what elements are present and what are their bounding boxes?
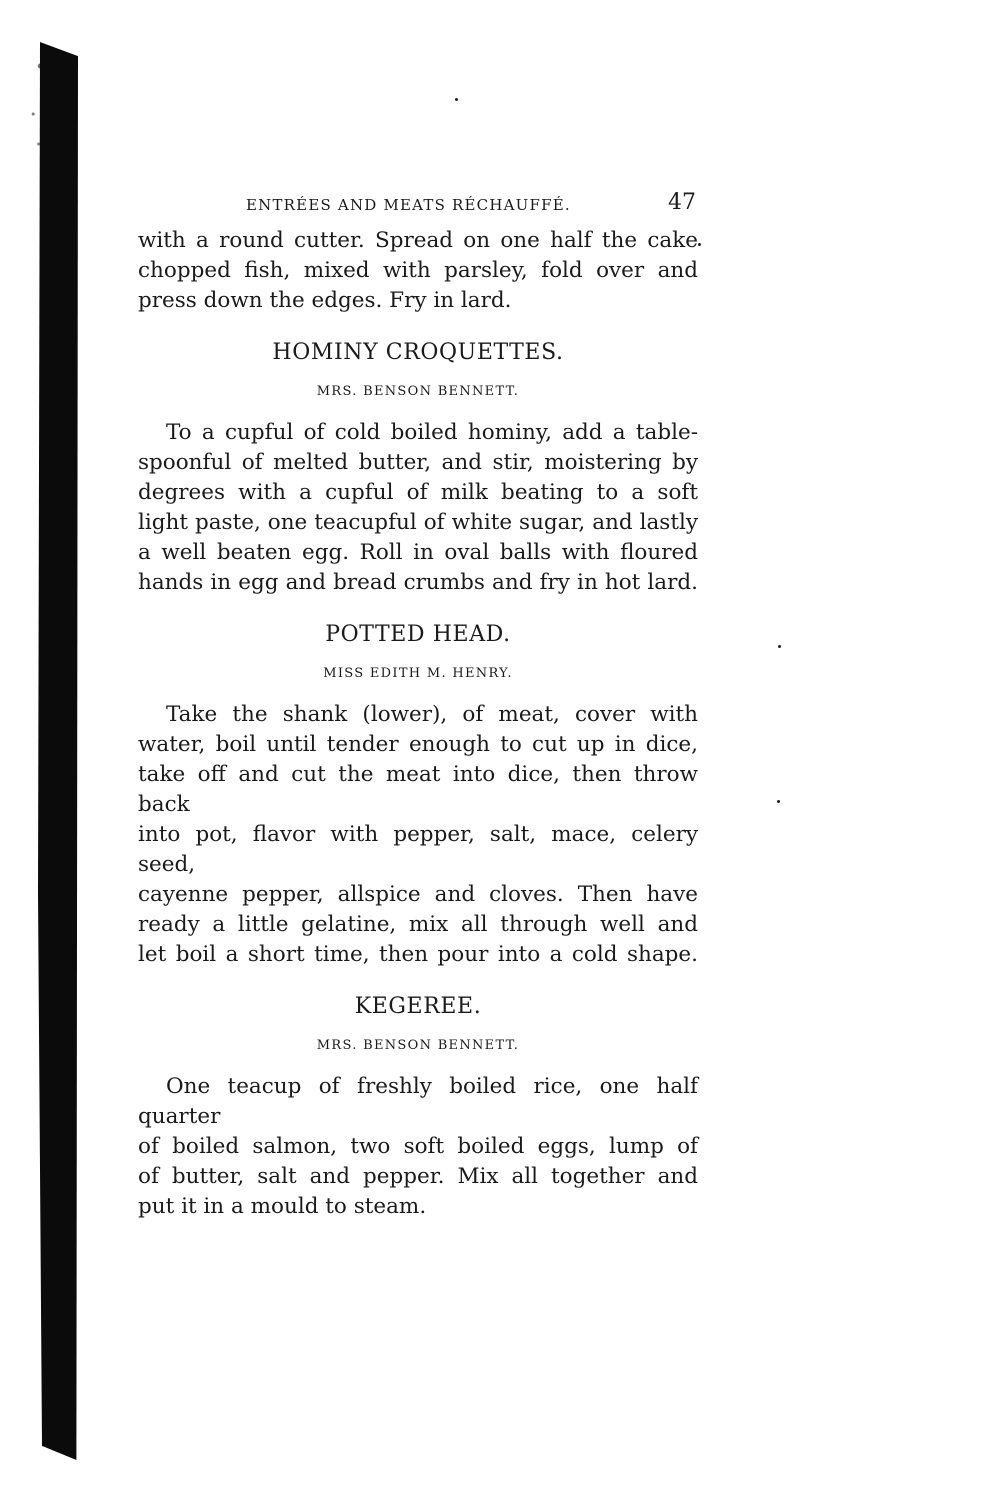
text-line: To a cupful of cold boiled hominy, add a table-: [166, 420, 698, 445]
intro-paragraph: [138, 226, 698, 316]
text-line: into pot, flavor with pepper, salt, mace, celery seed,: [138, 822, 698, 877]
ink-speck: [455, 98, 458, 101]
running-head-title: ENTRÉES AND MEATS RÉCHAUFFÉ.: [246, 196, 571, 214]
binding-fringe: [8, 42, 44, 162]
ink-speck: [777, 800, 780, 803]
recipe-body: [138, 418, 698, 598]
recipe-title: KEGEREE.: [354, 994, 482, 1019]
text-line: spoonful of melted butter, and stir, moistering by: [138, 450, 698, 475]
ink-speck: [778, 645, 781, 648]
text-line: ready a little gelatine, mix all through well and: [138, 912, 698, 937]
book-page: [138, 180, 698, 1222]
text-line: take off and cut the meat into dice, then throw back: [138, 762, 698, 817]
text-line: a well beaten egg. Roll in oval balls with floured: [138, 540, 698, 565]
text-line: One teacup of freshly boiled rice, one half quarter: [138, 1074, 698, 1129]
recipe-body: [138, 1072, 698, 1222]
binding-shadow: [8, 42, 90, 1460]
text-line: Take the shank (lower), of meat, cover with: [166, 702, 698, 727]
page-number: 47: [668, 190, 696, 215]
text-line: put it in a mould to steam.: [138, 1194, 427, 1219]
text-line: water, boil until tender enough to cut up in dice,: [138, 732, 698, 757]
recipe-author: MRS. BENSON BENNETT.: [316, 384, 520, 399]
recipe-title: HOMINY CROQUETTES.: [272, 340, 564, 365]
ink-speck: [698, 243, 701, 246]
text-line: cayenne pepper, allspice and cloves. Then have: [138, 882, 698, 907]
text-line: let boil a short time, then pour into a cold shape.: [138, 942, 698, 967]
running-head: [138, 180, 698, 226]
text-line: light paste, one teacupful of white sugar, and lastly: [138, 510, 698, 535]
recipe-title: POTTED HEAD.: [325, 622, 511, 647]
binding-bar: [38, 42, 78, 1460]
text-line: chopped fish, mixed with parsley, fold over and: [138, 258, 698, 283]
text-line: degrees with a cupful of milk beating to a soft: [138, 480, 698, 505]
recipe-author: MISS EDITH M. HENRY.: [323, 666, 513, 681]
text-line: of boiled salmon, two soft boiled eggs, lump of: [138, 1134, 698, 1159]
text-line: press down the edges. Fry in lard.: [138, 288, 512, 313]
text-line: hands in egg and bread crumbs and fry in hot lard.: [138, 570, 698, 595]
text-line: with a round cutter. Spread on one half the cake: [138, 228, 698, 253]
text-line: of butter, salt and pepper. Mix all together and: [138, 1164, 698, 1189]
recipe-author: MRS. BENSON BENNETT.: [316, 1038, 520, 1053]
recipe-body: [138, 700, 698, 970]
